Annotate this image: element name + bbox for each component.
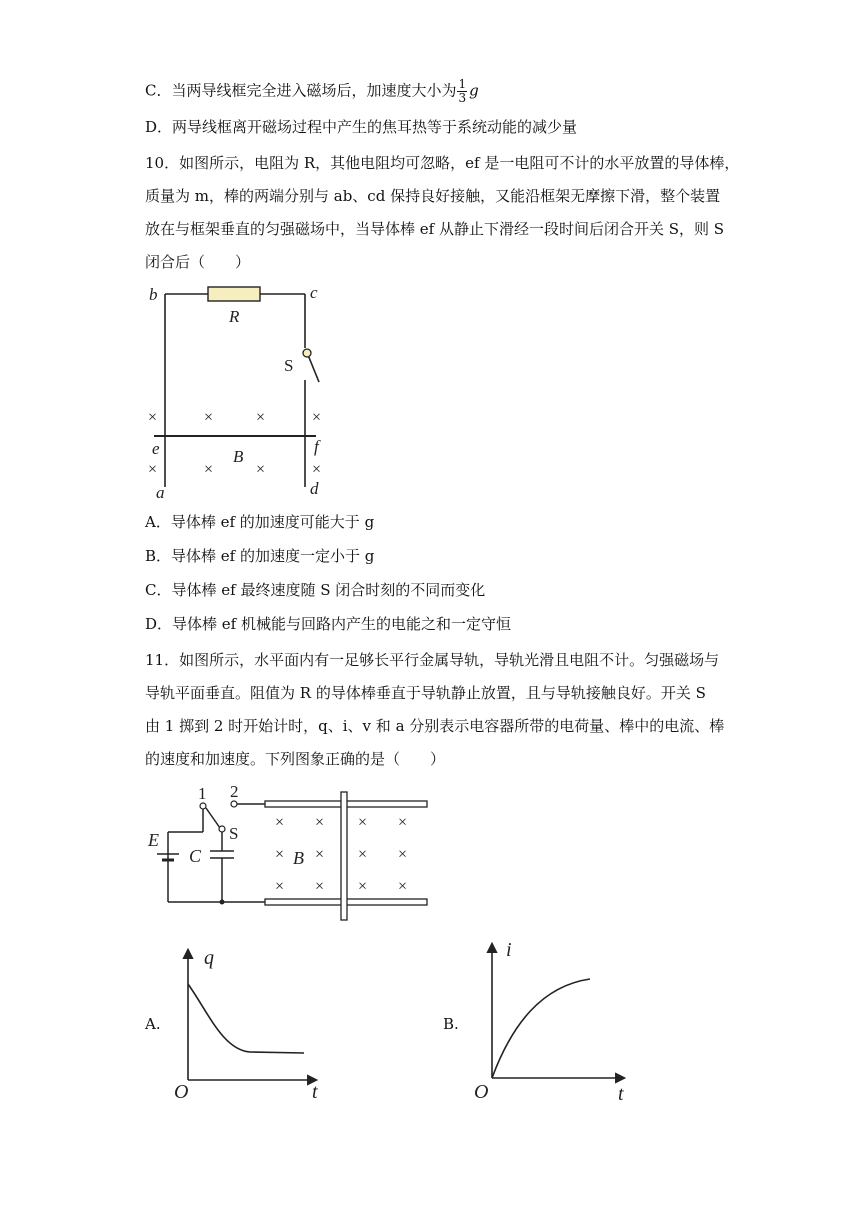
q9-option-c-text: C．当两导线框完全进入磁场后，加速度大小为 <box>145 81 457 100</box>
q10-option-c: C．导体棒 ef 最终速度随 S 闭合时刻的不同而变化 <box>145 581 486 599</box>
cross-mark: × <box>315 814 325 831</box>
cross-mark: × <box>204 409 214 426</box>
graph-a-curve <box>188 984 304 1053</box>
cross-mark: × <box>398 846 408 863</box>
cross-mark: × <box>256 409 266 426</box>
label-e: e <box>152 439 160 458</box>
graph-a-ylabel: q <box>204 947 214 969</box>
label-c: C <box>189 846 202 866</box>
fraction-one-third: $\frac{1}{3}$ <box>458 77 467 105</box>
label-1: 1 <box>198 784 207 803</box>
switch-pivot <box>303 349 311 357</box>
cross-mark: × <box>148 409 158 426</box>
graph-a-origin: O <box>174 1081 189 1103</box>
label-c: c <box>310 283 318 302</box>
switch-blade <box>308 355 319 382</box>
graph-a-xlabel: t <box>312 1081 318 1103</box>
switch-blade <box>206 808 220 828</box>
q11-circuit-figure <box>140 782 440 922</box>
q9-option-d: D．两导线框离开磁场过程中产生的焦耳热等于系统动能的减少量 <box>145 118 578 136</box>
cross-mark: × <box>256 461 266 478</box>
cross-mark: × <box>312 461 322 478</box>
label-r: R <box>229 307 240 326</box>
q10-option-a: A．导体棒 ef 的加速度可能大于 g <box>145 513 375 531</box>
cross-mark: × <box>358 846 368 863</box>
cross-mark: × <box>275 846 285 863</box>
junction-node <box>220 900 225 905</box>
label-f: f <box>314 437 319 456</box>
cross-mark: × <box>398 878 408 895</box>
graph-b-ylabel: i <box>506 939 512 961</box>
q10-option-d: D．导体棒 ef 机械能与回路内产生的电能之和一定守恒 <box>145 615 511 633</box>
cross-mark: × <box>398 814 408 831</box>
q9-option-c <box>145 78 479 105</box>
graph-b-origin: O <box>474 1081 489 1103</box>
graph-b-curve <box>492 979 590 1078</box>
q11-stem-line-4: 的速度和加速度。下列图象正确的是（ ） <box>145 750 446 768</box>
cross-mark: × <box>275 878 285 895</box>
label-field-b: B <box>293 848 304 868</box>
graph-b-i-vs-t <box>472 936 642 1106</box>
label-b: b <box>149 285 158 304</box>
q10-stem-line-3: 放在与框架垂直的匀强磁场中，当导体棒 ef 从静止下滑经一段时间后闭合开关 S，则 S <box>145 220 725 238</box>
q11-option-a-label: A. <box>145 1015 161 1033</box>
switch-pivot <box>219 826 225 832</box>
label-switch-s: S <box>284 356 294 375</box>
q10-stem-line-2: 质量为 m，棒的两端分别与 ab、cd 保持良好接触，又能沿框架无摩擦下滑，整个装置 <box>145 187 721 205</box>
q10-stem-line-1: 10．如图所示，电阻为 R，其他电阻均可忽略，ef 是一电阻可不计的水平放置的导体棒， <box>145 154 740 172</box>
cross-mark: × <box>315 846 325 863</box>
cross-mark: × <box>358 814 368 831</box>
label-2: 2 <box>230 782 239 801</box>
cross-mark: × <box>312 409 322 426</box>
q9-option-c-g: g <box>469 81 479 100</box>
graph-a-q-vs-t <box>168 942 338 1102</box>
cross-mark: × <box>315 878 325 895</box>
resistor-r <box>208 287 260 301</box>
q11-stem-line-3: 由 1 掷到 2 时开始计时，q、i、v 和 a 分别表示电容器所带的电荷量、棒中的电流、棒 <box>145 717 725 735</box>
cross-mark: × <box>204 461 214 478</box>
terminal-2 <box>231 801 237 807</box>
label-a: a <box>156 483 165 502</box>
label-field-b: B <box>233 447 244 466</box>
terminal-1 <box>200 803 206 809</box>
q11-stem-line-2: 导轨平面垂直。阻值为 R 的导体棒垂直于导轨静止放置，且与导轨接触良好。开关 S <box>145 684 706 702</box>
label-d: d <box>310 479 319 498</box>
q10-stem-line-4: 闭合后（ ） <box>145 253 251 271</box>
q11-option-b-label: B. <box>443 1015 459 1033</box>
cross-mark: × <box>148 461 158 478</box>
label-e: E <box>148 830 159 850</box>
cross-mark: × <box>275 814 285 831</box>
q10-circuit-figure <box>140 282 340 502</box>
conductor-rod <box>341 792 347 920</box>
q11-stem-line-1: 11．如图所示，水平面内有一足够长平行金属导轨，导轨光滑且电阻不计。匀强磁场与 <box>145 651 720 669</box>
label-switch-s: S <box>229 824 239 843</box>
cross-mark: × <box>358 878 368 895</box>
q10-option-b: B．导体棒 ef 的加速度一定小于 g <box>145 547 375 565</box>
graph-b-xlabel: t <box>618 1083 624 1105</box>
